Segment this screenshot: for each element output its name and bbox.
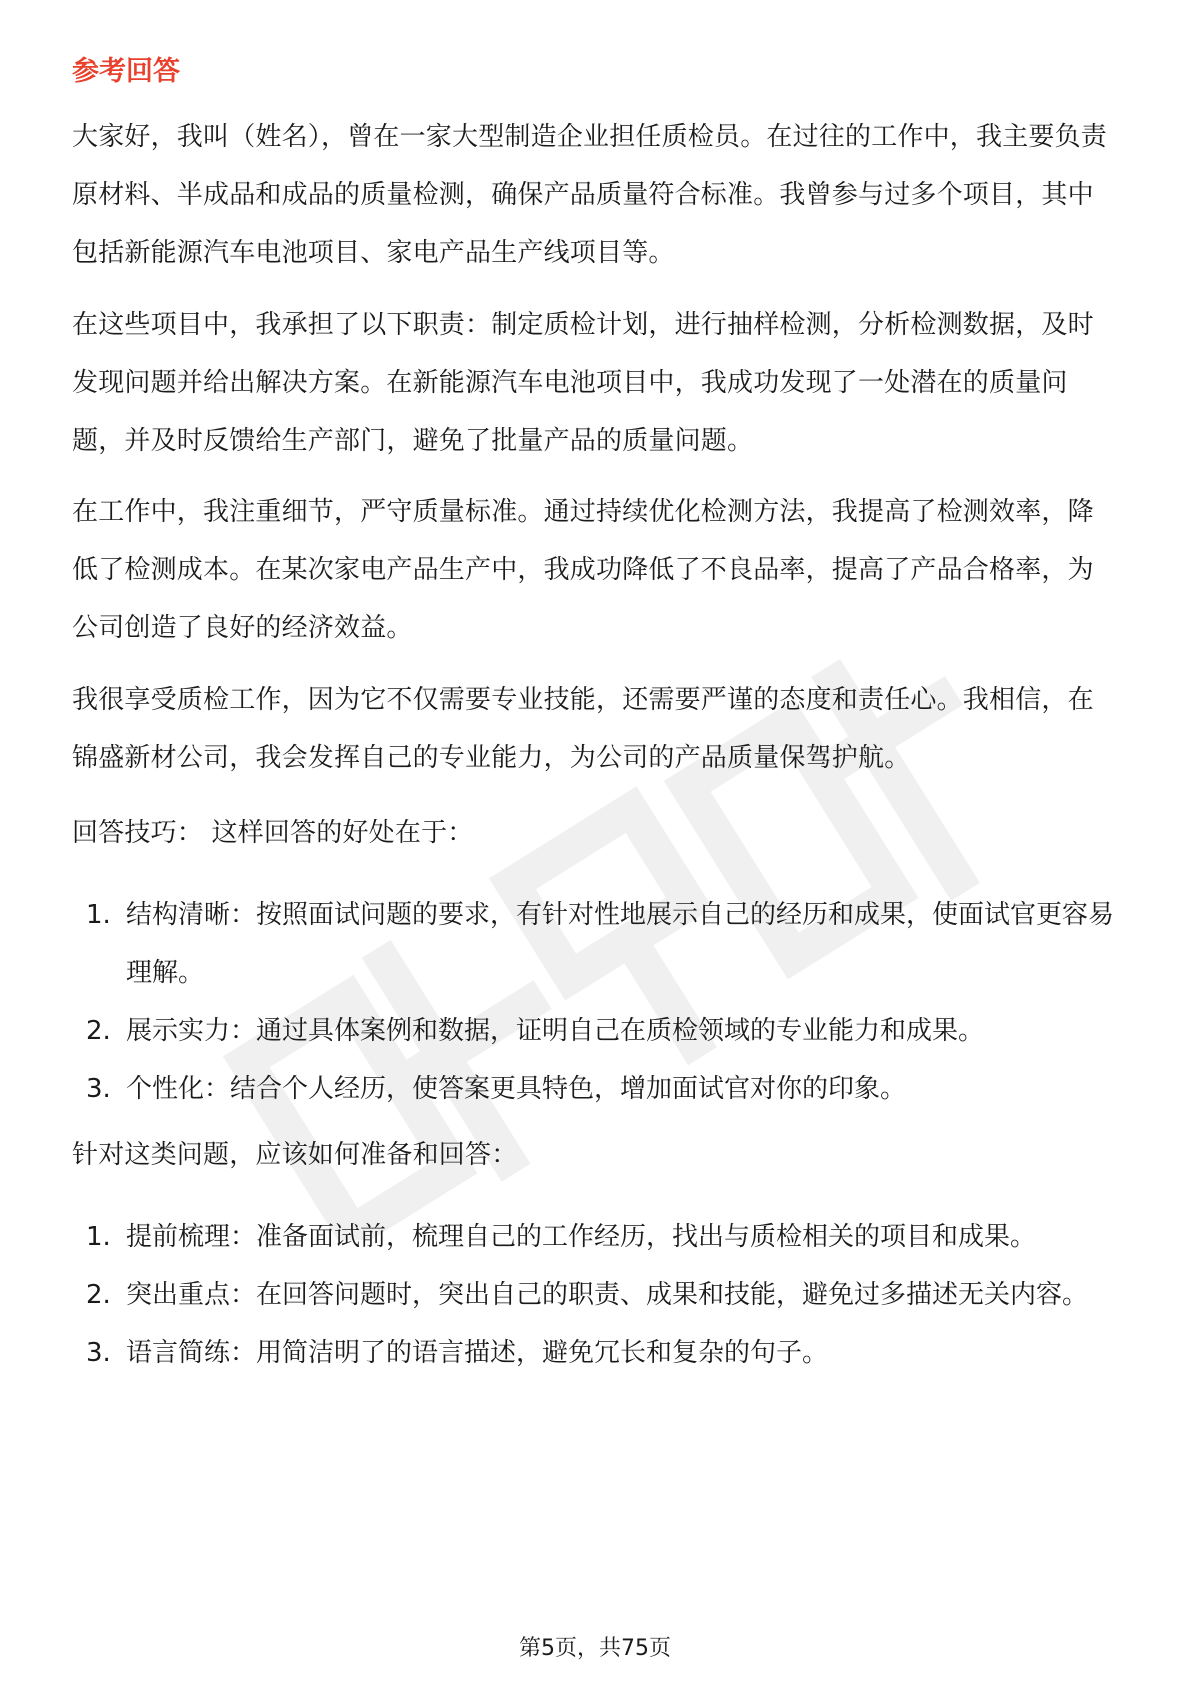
list-number: 3. (86, 1074, 111, 1104)
tips-list (72, 886, 1118, 1118)
list-item (72, 886, 1118, 1002)
paragraph-intro: 大家好，我叫（姓名），曾在一家大型制造企业担任质检员。在过往的工作中，我主要负责原材料、半成品和成品的质量检测，确保产品质量符合标准。我曾参与过多个项目，其中包括新能源汽车电池项目、家电产品生产线项目等。 (72, 122, 1108, 268)
list-text: 语言简练：用简洁明了的语言描述，避免冗长和复杂的句子。 (126, 1338, 829, 1368)
page-number: 第5页，共75页 (519, 1636, 671, 1661)
prep-list (72, 1208, 1118, 1382)
list-number: 2. (86, 1016, 111, 1046)
list-text: 个性化：结合个人经历，使答案更具特色，增加面试官对你的印象。 (126, 1074, 907, 1104)
list-item (72, 1002, 1118, 1060)
list-item (72, 1266, 1118, 1324)
tips-heading: 回答技巧： 这样回答的好处在于： (72, 818, 474, 848)
list-text: 结构清晰：按照面试问题的要求，有针对性地展示自己的经历和成果，使面试官更容易理解。 (126, 900, 1115, 988)
list-text: 突出重点：在回答问题时，突出自己的职责、成果和技能，避免过多描述无关内容。 (126, 1280, 1089, 1310)
section-heading: 参考回答 (72, 56, 180, 87)
list-text: 展示实力：通过具体案例和数据，证明自己在质检领域的专业能力和成果。 (126, 1016, 985, 1046)
paragraph-responsibilities: 在这些项目中，我承担了以下职责：制定质检计划，进行抽样检测，分析检测数据，及时发现问题并给出解决方案。在新能源汽车电池项目中，我成功发现了一处潜在的质量问题，并及时反馈给生产部门，避免了批量产品的质量问题。 (72, 310, 1094, 456)
list-number: 3. (86, 1338, 111, 1368)
paragraph-achievements: 在工作中，我注重细节，严守质量标准。通过持续优化检测方法，我提高了检测效率，降低了检测成本。在某次家电产品生产中，我成功降低了不良品率，提高了产品合格率，为公司创造了良好的经济效益。 (72, 497, 1094, 643)
list-item (72, 1060, 1118, 1118)
list-item (72, 1324, 1118, 1382)
list-number: 1. (86, 1222, 111, 1252)
list-number: 2. (86, 1280, 111, 1310)
list-text: 提前梳理：准备面试前，梳理自己的工作经历，找出与质检相关的项目和成果。 (126, 1222, 1037, 1252)
list-item (72, 1208, 1118, 1266)
prep-heading: 针对这类问题，应该如何准备和回答： (72, 1140, 518, 1170)
list-number: 1. (86, 900, 111, 930)
paragraph-closing: 我很享受质检工作，因为它不仅需要专业技能，还需要严谨的态度和责任心。我相信，在锦盛新材公司，我会发挥自己的专业能力，为公司的产品质量保驾护航。 (72, 685, 1094, 773)
